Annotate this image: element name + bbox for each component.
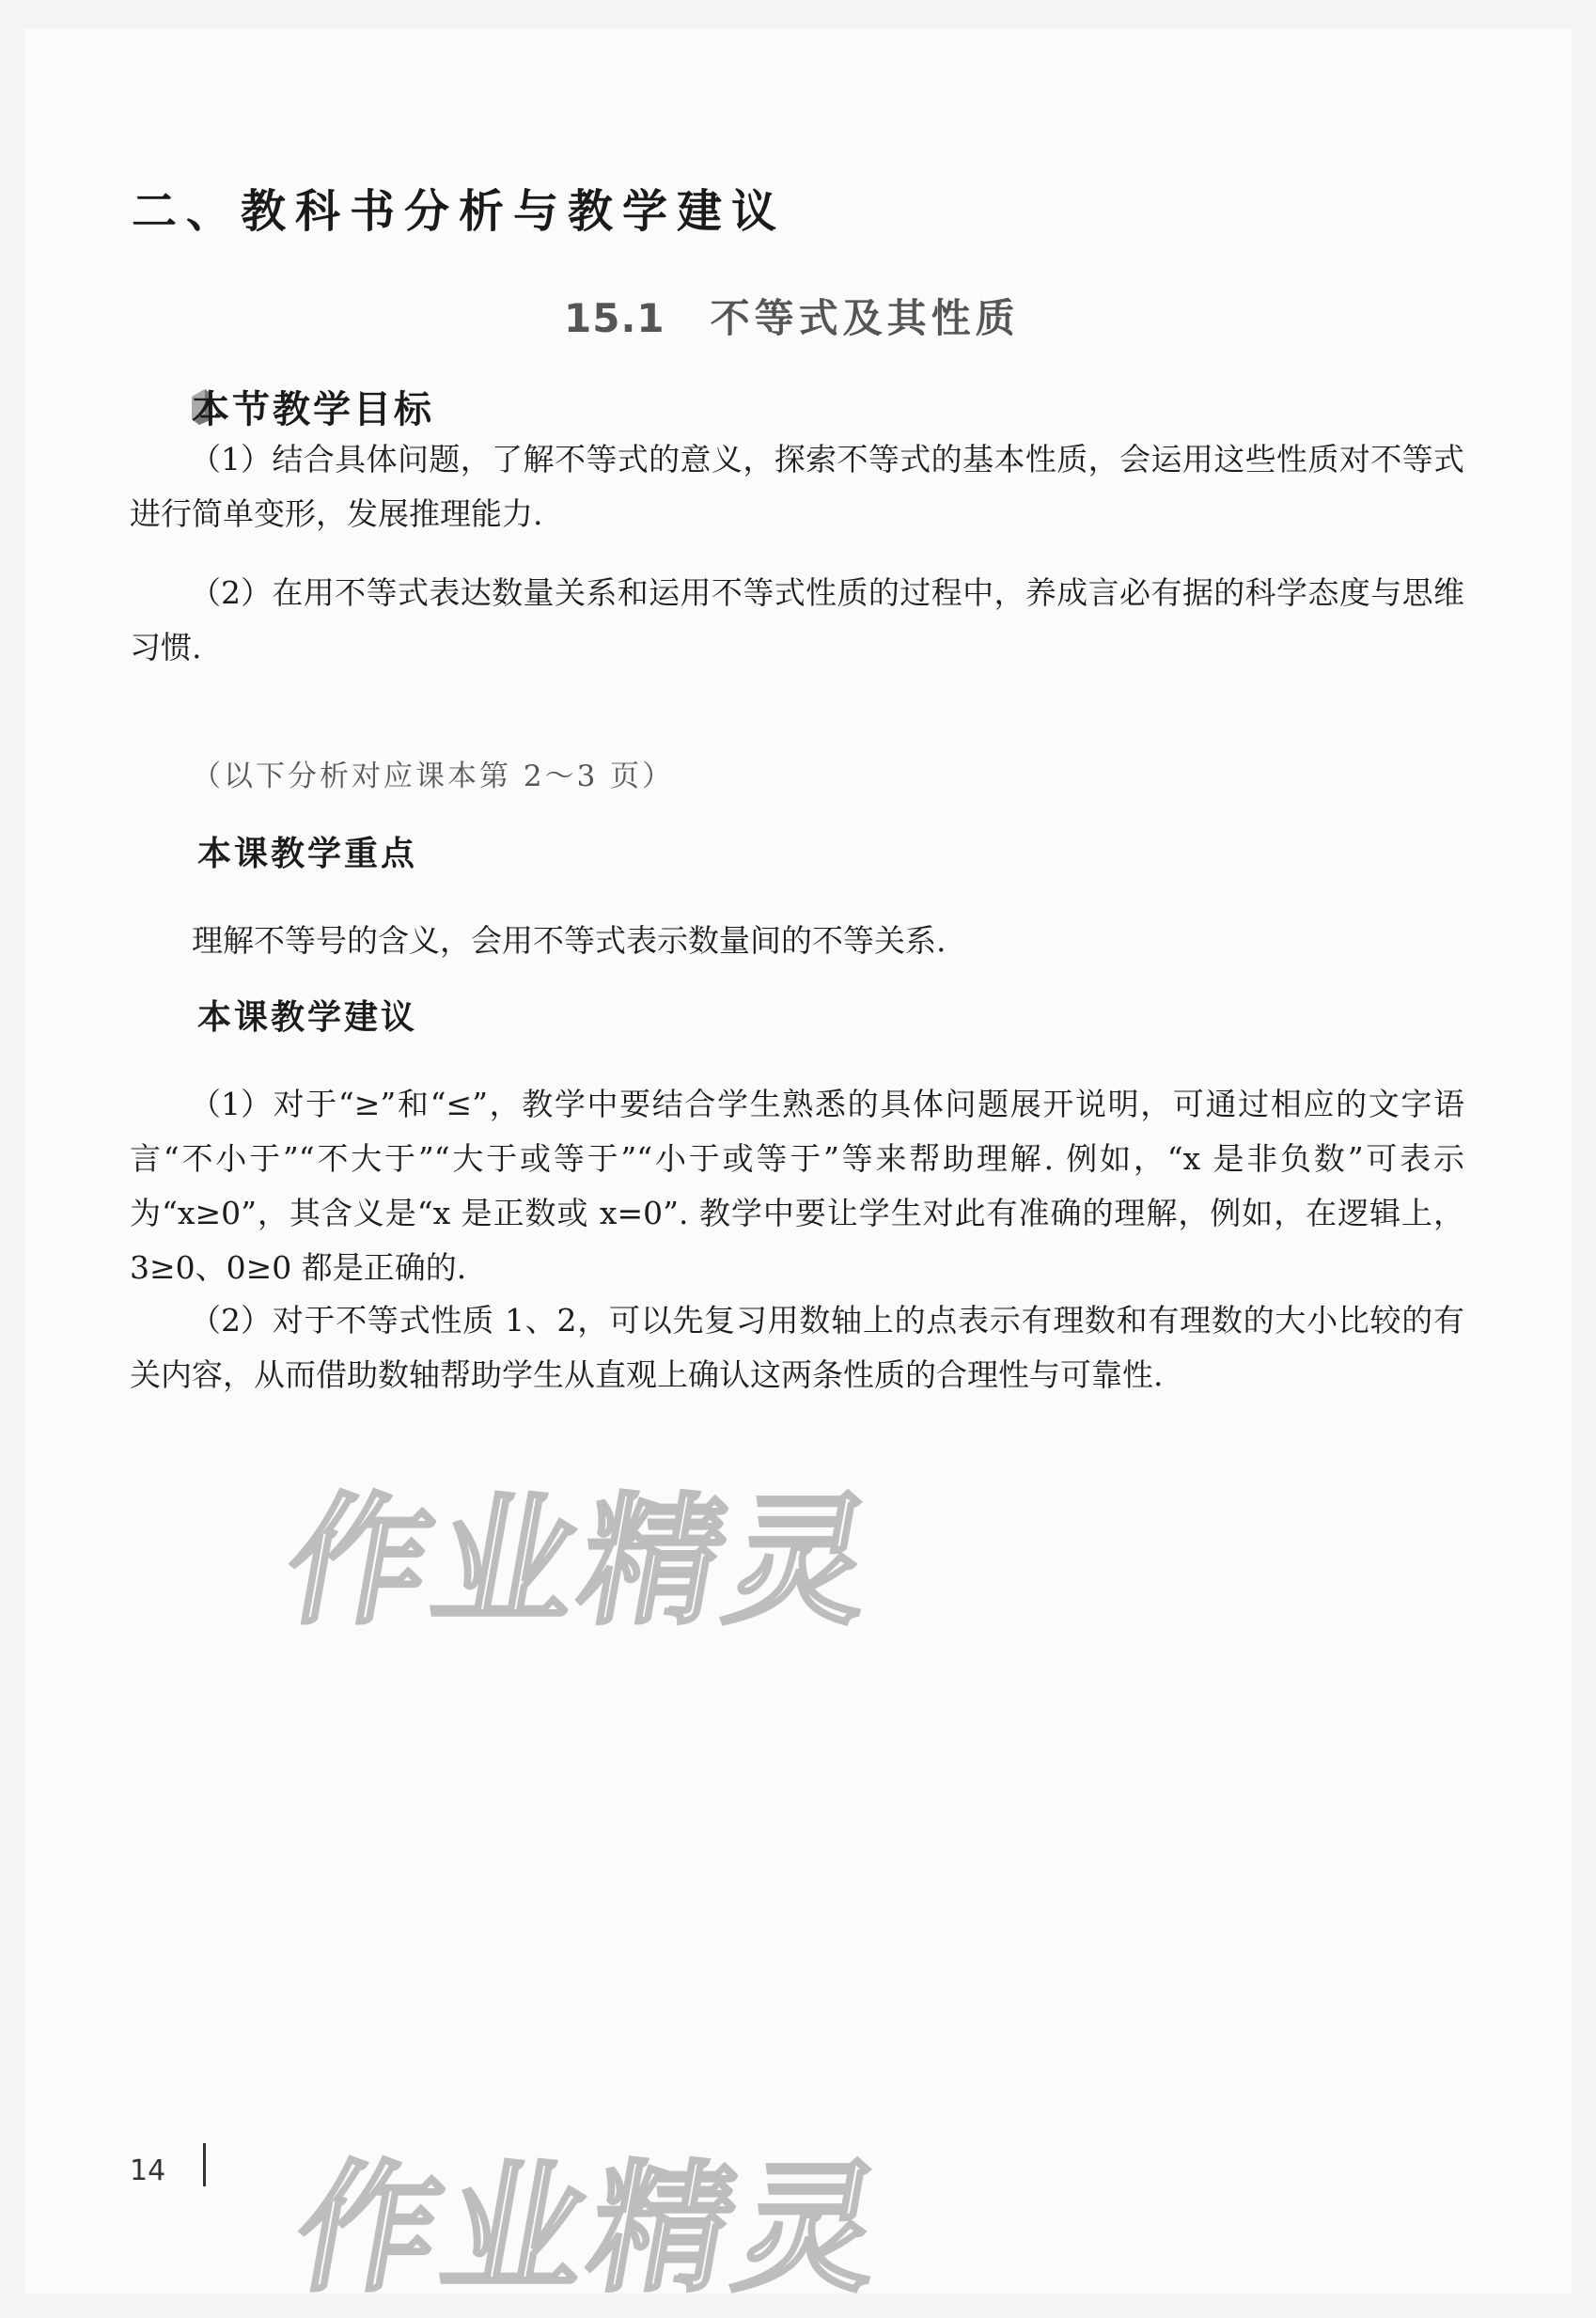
watermark-bottom: 作业精灵	[284, 2148, 900, 2311]
goal-item-1-label: （1）	[190, 441, 272, 478]
section-name: 不等式及其性质	[710, 295, 1020, 341]
page-number: 14	[130, 2154, 166, 2187]
suggestion-item-1	[130, 1077, 1464, 1295]
goal-item-2-label: （2）	[190, 574, 272, 611]
page-reference-note: （以下分析对应课本第 2～3 页）	[192, 760, 675, 793]
key-points-title: 本课教学重点	[197, 835, 418, 873]
goal-item-1-text: 结合具体问题，了解不等式的意义，探索不等式的基本性质，会运用这些性质对不等式进行简单变形，发展推理能力.	[130, 441, 1464, 532]
suggestion-item-2	[130, 1293, 1464, 1402]
suggestion-item-1-label: （1）	[190, 1086, 272, 1122]
goal-item-1	[130, 432, 1464, 541]
key-points-text: 理解不等号的含义，会用不等式表示数量间的不等关系.	[192, 922, 947, 959]
goal-item-2-text: 在用不等式表达数量关系和运用不等式性质的过程中，养成言必有据的科学态度与思维习惯.	[130, 574, 1464, 666]
suggestion-item-2-label: （2）	[190, 1302, 272, 1339]
section-number: 15.1	[564, 295, 665, 341]
goals-title: 本节教学目标	[192, 388, 434, 431]
section-title	[564, 288, 1020, 344]
suggestions-title: 本课教学建议	[197, 998, 418, 1037]
suggestion-item-1-text: 对于“≥”和“≤”，教学中要结合学生熟悉的具体问题展开说明，可通过相应的文字语言“不小于”“不大于”“大于或等于”“小于或等于”等来帮助理解. 例如，“x 是非负数”可表示为“x≥0”，其含义是“x 是正数或 x=0”. 教学中要让学生对此有准确的理解，例如，在逻辑上，3≥0、0≥0 都是正确的.	[130, 1086, 1464, 1286]
page-number-divider	[203, 2143, 206, 2186]
chapter-title: 二、教科书分析与教学建议	[132, 185, 787, 238]
watermark-top: 作业精灵	[274, 1480, 890, 1644]
goal-item-2	[130, 566, 1464, 675]
suggestion-item-2-text: 对于不等式性质 1、2，可以先复习用数轴上的点表示有理数和有理数的大小比较的有关内容，从而借助数轴帮助学生从直观上确认这两条性质的合理性与可靠性.	[130, 1302, 1464, 1393]
